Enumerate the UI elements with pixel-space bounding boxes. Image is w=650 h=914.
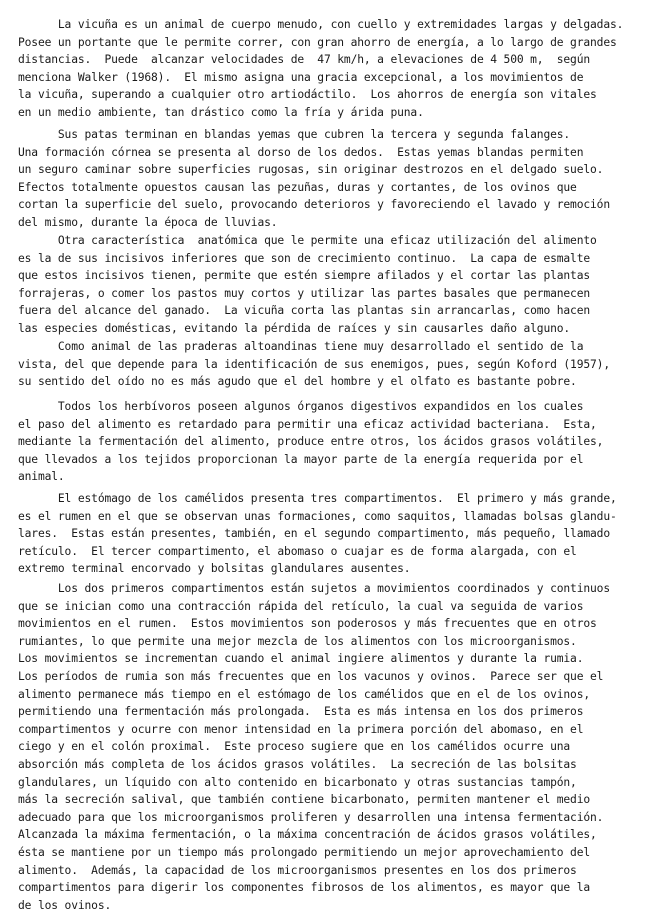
paragraph-1: [18, 16, 638, 122]
text-line: Alcanzada la máxima fermentación, o la máxima concentración de ácidos grasos volátiles,: [18, 828, 597, 842]
text-line: que se inician como una contracción rápida del retículo, la cual va seguida de varios: [18, 599, 584, 613]
text-line: menciona Walker (1968). El mismo asigna una gracia excepcional, a los movimientos de: [18, 70, 584, 84]
text-line: retículo. El tercer compartimento, el abomaso o cuajar es de forma alargada, con el: [18, 544, 577, 558]
paragraph-3: [18, 232, 638, 338]
text-line: permitiendo una fermentación más prolongada. Esta es más intensa en los dos primeros: [18, 705, 584, 719]
text-line: movimientos en el rumen. Estos movimientos son poderosos y más frecuentes que en otros: [18, 617, 597, 631]
text-line: distancias. Puede alcanzar velocidades de 47 km/h, a elevaciones de 4 500 m, según: [18, 53, 591, 67]
text-line: rumiantes, lo que permite una mejor mezcla de los alimentos con los microorganismos.: [18, 634, 577, 648]
text-line: glandulares, un líquido con alto contenido en bicarbonato y otras sustancias tampón,: [18, 775, 577, 789]
text-line: Los períodos de rumia son más frecuentes que en los vacunos y ovinos. Parece ser que el: [18, 669, 604, 683]
text-line: animal.: [18, 470, 65, 484]
paragraph-5: [18, 398, 638, 486]
text-line: del mismo, durante la época de lluvias.: [18, 215, 278, 229]
paragraph-2: [18, 126, 638, 232]
text-line: alimento. Además, la capacidad de los microorganismos presentes en los dos primeros: [18, 863, 577, 877]
text-line: en un medio ambiente, tan drástico como la fría y árida puna.: [18, 105, 424, 119]
text-line: Los dos primeros compartimentos están sujetos a movimientos coordinados y continuos: [18, 582, 610, 595]
text-line: es el rumen en el que se observan unas formaciones, como saquitos, llamadas bolsas glandu-: [18, 509, 617, 523]
text-line: el paso del alimento es retardado para permitir una eficaz actividad bacteriana. Esta,: [18, 417, 597, 431]
text-line: El estómago de los camélidos presenta tres compartimentos. El primero y más grande,: [18, 492, 617, 505]
text-line: su sentido del oído no es más agudo que el del hombre y el olfato es bastante pobre.: [18, 375, 577, 389]
text-line: alimento permanece más tiempo en el estómago de los camélidos que en el de los ovinos,: [18, 687, 591, 701]
text-line: La vicuña es un animal de cuerpo menudo, con cuello y extremidades largas y delgadas.: [18, 18, 624, 31]
text-line: Como animal de las praderas altoandinas tiene muy desarrollado el sentido de la: [18, 340, 584, 353]
text-line: vista, del que depende para la identificación de sus enemigos, pues, según Koford (1957),: [18, 357, 610, 371]
text-line: Una formación córnea se presenta al dorso de los dedos. Estas yemas blandas permiten: [18, 145, 584, 159]
text-line: la vicuña, superando a cualquier otro artiodáctilo. Los ahorros de energía son vitales: [18, 88, 597, 102]
text-line: de los ovinos.: [18, 898, 112, 912]
text-line: Todos los herbívoros poseen algunos órganos digestivos expandidos en los cuales: [18, 400, 584, 413]
text-line: fuera del alcance del ganado. La vicuña corta las plantas sin arrancarlas, como hacen: [18, 304, 591, 318]
text-line: ciego y en el colón proximal. Este proceso sugiere que en los camélidos ocurre una: [18, 740, 571, 754]
text-line: Los movimientos se incrementan cuando el animal ingiere alimentos y durante la rumia.: [18, 652, 584, 666]
text-line: mediante la fermentación del alimento, produce entre otros, los ácidos grasos volátiles,: [18, 435, 604, 449]
text-line: ésta se mantiene por un tiempo más prolongado permitiendo un mejor aprovechamiento del: [18, 845, 591, 859]
text-line: que estos incisivos tienen, permite que estén siempre afilados y el cortar las plantas: [18, 269, 591, 283]
text-line: Efectos totalmente opuestos causan las pezuñas, duras y cortantes, de los ovinos que: [18, 180, 577, 194]
text-line: que llevados a los tejidos proporcionan la mayor parte de la energía requerida por el: [18, 452, 584, 466]
paragraph-4: [18, 338, 638, 391]
text-line: Otra característica anatómica que le permite una eficaz utilización del alimento: [18, 234, 597, 247]
text-line: absorción más completa de los ácidos grasos volátiles. La secreción de las bolsitas: [18, 757, 577, 771]
text-line: cortan la superficie del suelo, provocando deterioros y favoreciendo el lavado y remoción: [18, 198, 610, 212]
text-line: más la secreción salival, que también contiene bicarbonato, permiten mantener el medio: [18, 793, 591, 807]
paragraph-7: [18, 580, 638, 914]
text-line: Posee un portante que le permite correr, con gran ahorro de energía, a lo largo de grandes: [18, 35, 617, 49]
text-line: lares. Estas están presentes, también, en el segundo compartimento, más pequeño, llamado: [18, 527, 610, 541]
text-line: Sus patas terminan en blandas yemas que cubren la tercera y segunda falanges.: [18, 128, 571, 141]
text-line: extremo terminal encorvado y bolsitas glandulares ausentes.: [18, 562, 411, 576]
text-line: las especies domésticas, evitando la pérdida de raíces y sin causarles daño alguno.: [18, 321, 571, 335]
text-line: un seguro caminar sobre superficies rugosas, sin originar destrozos en el delgado suelo.: [18, 163, 604, 177]
text-line: adecuado para que los microorganismos proliferen y desarrollen una intensa fermentación.: [18, 810, 604, 824]
text-line: es la de sus incisivos inferiores que son de crecimiento continuo. La capa de esmalte: [18, 251, 591, 265]
text-line: compartimentos y ocurre con menor intensidad en la primera porción del abomaso, en el: [18, 722, 584, 736]
text-line: compartimentos para digerir los componentes fibrosos de los alimentos, es mayor que la: [18, 881, 591, 895]
text-line: forrajeras, o comer los pastos muy cortos y utilizar las partes basales que permanecen: [18, 286, 591, 300]
paragraph-6: [18, 490, 638, 578]
